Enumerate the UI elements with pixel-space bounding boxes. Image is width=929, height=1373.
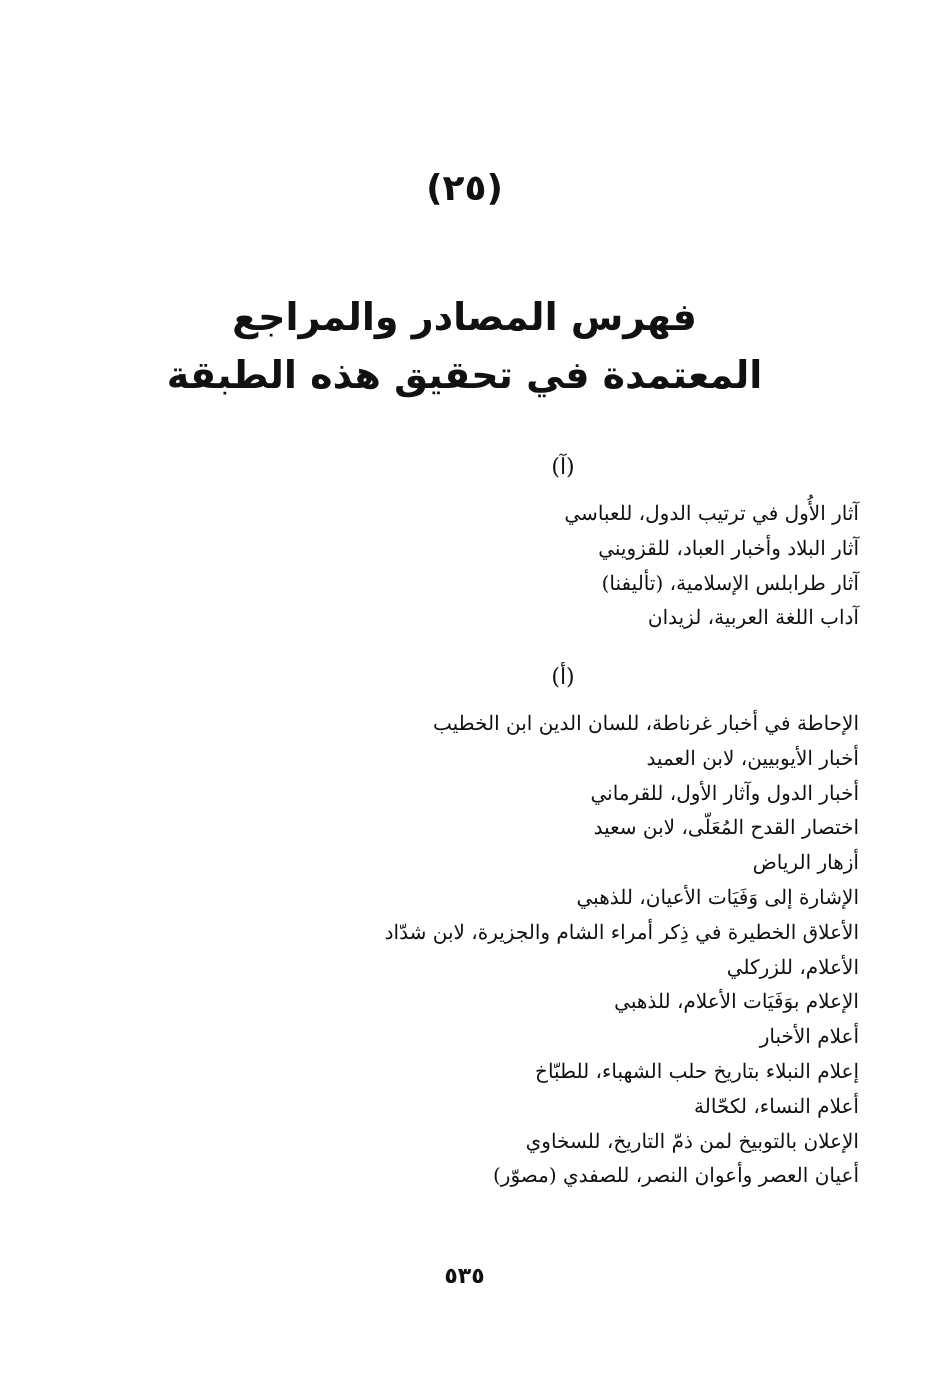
title-line-1: فهرس المصادر والمراجع — [232, 295, 697, 339]
list-item: الإحاطة في أخبار غرناطة، للسان الدين ابن الخطيب — [432, 711, 859, 735]
section-alef-hamza — [59, 665, 859, 1193]
list-item: آثار طرابلس الإسلامية، (تأليفنا) — [601, 570, 859, 595]
list-item: آثار الأُول في ترتيب الدول، للعباسي — [564, 501, 859, 525]
list-item: آثار البلاد وأخبار العباد، للقزويني — [598, 535, 859, 560]
list-item: آداب اللغة العربية، لزيدان — [647, 605, 859, 630]
list-item: الأعلاق الخطيرة في ذِكر أمراء الشام والجزيرة، لابن شدّاد — [384, 919, 859, 944]
entry-list — [59, 706, 859, 1193]
page-number: ٥٣٥ — [444, 1264, 485, 1289]
list-item: الإعلان بالتوبيخ لمن ذمّ التاريخ، للسخاوي — [525, 1128, 859, 1153]
list-item: أخبار الدول وآثار الأول، للقرماني — [590, 780, 859, 805]
list-item: أزهار الرياض — [752, 850, 859, 875]
list-item: أعلام النساء، لكحّالة — [694, 1093, 859, 1118]
list-item: أخبار الأيوبيين، لابن العميد — [646, 745, 859, 770]
list-item: الإعلام بوَفَيَات الأعلام، للذهبي — [614, 989, 859, 1014]
chapter-number: (٢٥) — [426, 168, 503, 209]
list-item: الإشارة إلى وَفَيَات الأعيان، للذهبي — [576, 884, 859, 909]
list-item: أعلام الأخبار — [759, 1024, 859, 1049]
list-item: الأعلام، للزركلي — [726, 954, 859, 979]
list-item: اختصار القدح المُعَلّى، لابن سعيد — [593, 815, 859, 840]
section-alef-madda — [59, 455, 859, 635]
list-item: أعيان العصر وأعوان النصر، للصفدي (مصوّر) — [493, 1163, 859, 1188]
title-line-2: المعتمدة في تحقيق هذه الطبقة — [166, 353, 763, 397]
list-item: إعلام النبلاء بتاريخ حلب الشهباء، للطبّاخ — [535, 1058, 859, 1083]
page-title — [0, 288, 929, 404]
entry-list — [59, 496, 859, 635]
section-letter: (آ) — [551, 455, 575, 480]
section-letter: (أ) — [551, 665, 575, 690]
